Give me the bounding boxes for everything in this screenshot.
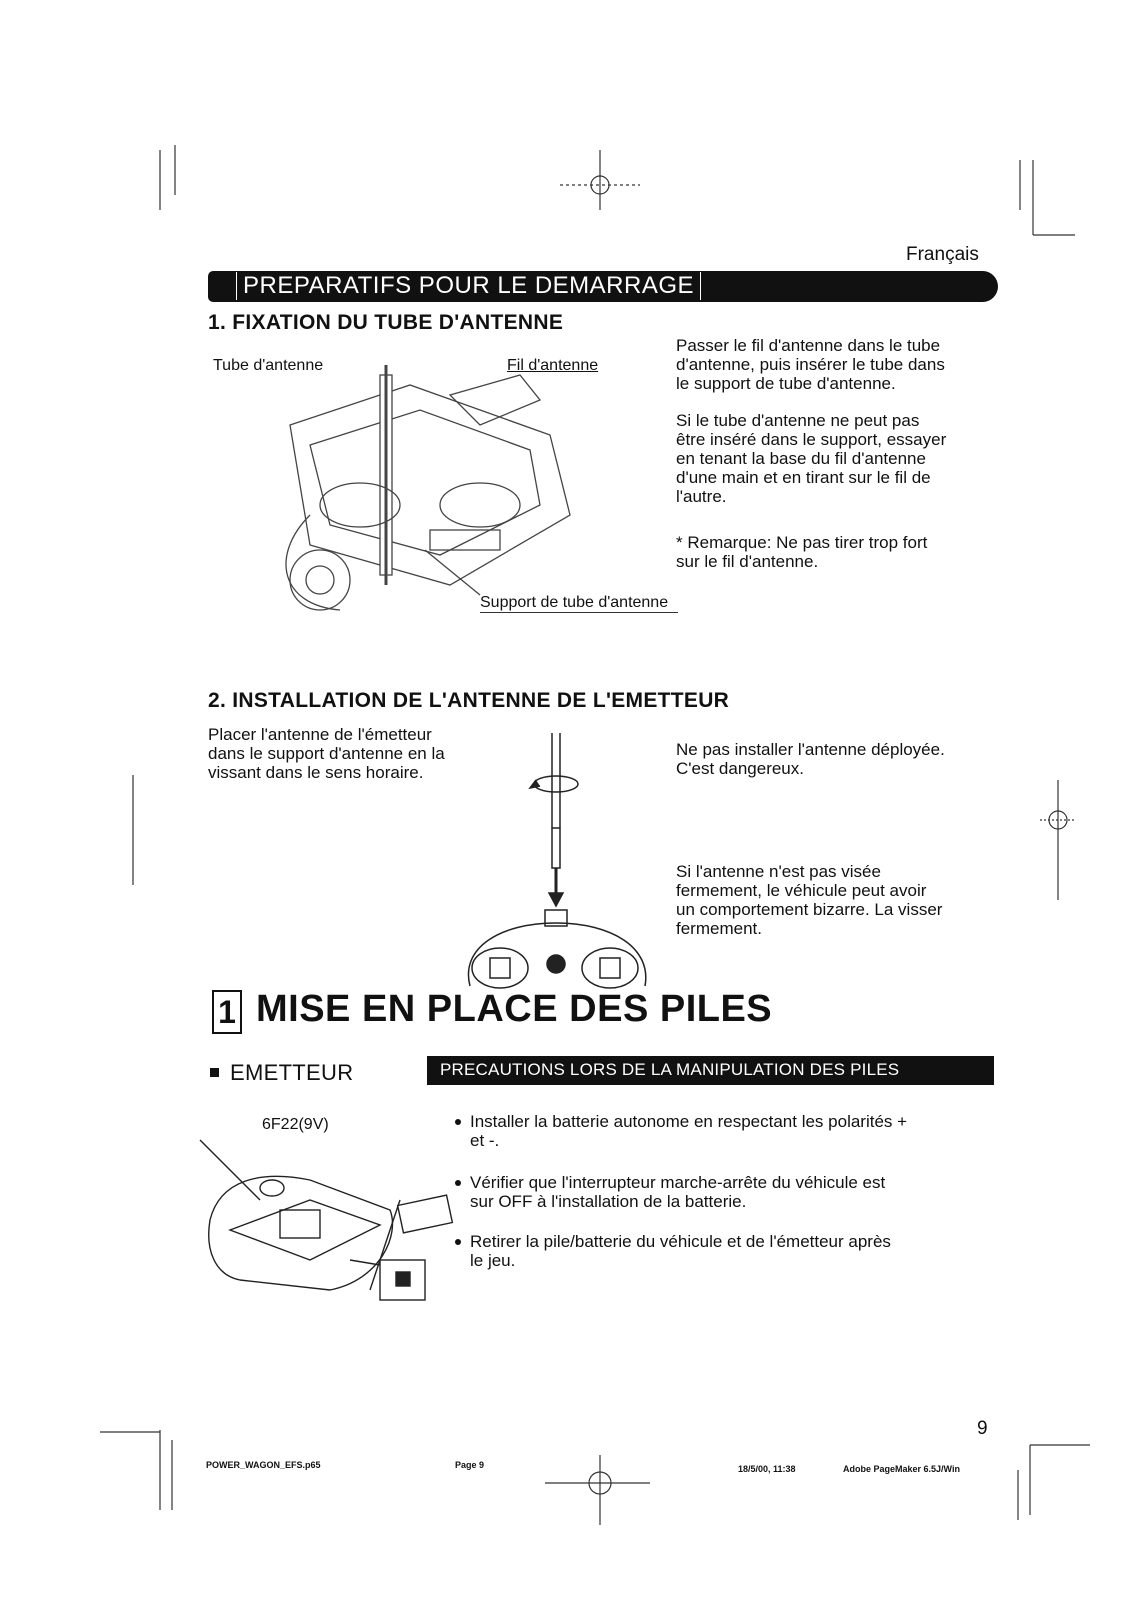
- precaution-bullet-2: [470, 1173, 990, 1211]
- precautions-title: PRECAUTIONS LORS DE LA MANIPULATION DES PILES: [440, 1060, 900, 1079]
- bullet2-line: Vérifier que l'interrupteur marche-arrête du véhicule est: [470, 1173, 886, 1192]
- bullet-dot-icon: [455, 1239, 461, 1245]
- left-text-line: dans le support d'antenne en la: [208, 744, 445, 763]
- bullet2-line: sur OFF à l'installation de la batterie.: [470, 1192, 747, 1211]
- right-text1-line: C'est dangereux.: [676, 759, 804, 778]
- battery-installation-illustration: [200, 1140, 470, 1310]
- section2-right-text1: [676, 740, 1006, 778]
- section2-right-text2: [676, 862, 1006, 938]
- section1-para1: [676, 336, 996, 393]
- para2-line: d'une main et en tirant sur le fil de: [676, 468, 931, 487]
- section1-para2: [676, 411, 996, 506]
- right-text2-line: un comportement bizarre. La visser: [676, 900, 943, 919]
- label-support-tube: Support de tube d'antenne: [480, 594, 678, 613]
- square-bullet-icon: [210, 1068, 219, 1077]
- footer-date: 18/5/00, 11:38: [738, 1464, 796, 1474]
- language-label: Français: [906, 244, 979, 265]
- bullet1-line: Installer la batterie autonome en respectant les polarités +: [470, 1112, 908, 1131]
- right-text2-line: fermement, le véhicule peut avoir: [676, 881, 927, 900]
- precaution-bullet-1: [470, 1112, 990, 1150]
- para2-line: Si le tube d'antenne ne peut pas: [676, 411, 920, 430]
- label-fil-antenne: Fil d'antenne: [507, 357, 599, 374]
- section-number-box: 1: [212, 990, 242, 1034]
- page-number: 9: [977, 1418, 988, 1439]
- note-line: sur le fil d'antenne.: [676, 552, 819, 571]
- para1-line: Passer le fil d'antenne dans le tube: [676, 336, 941, 355]
- right-text2-line: fermement.: [676, 919, 762, 938]
- footer-page: Page 9: [455, 1460, 485, 1470]
- bullet1-line: et -.: [470, 1131, 500, 1150]
- bullet-dot-icon: [455, 1119, 461, 1125]
- right-text2-line: Si l'antenne n'est pas visée: [676, 862, 881, 881]
- note-line: * Remarque: Ne pas tirer trop fort: [676, 533, 928, 552]
- bullet3-line: Retirer la pile/batterie du véhicule et de l'émetteur après: [470, 1232, 891, 1251]
- footer-app: Adobe PageMaker 6.5J/Win: [843, 1464, 960, 1474]
- para1-line: le support de tube d'antenne.: [676, 374, 896, 393]
- section3-title: MISE EN PLACE DES PILES: [256, 988, 773, 1030]
- section2-heading: 2. INSTALLATION DE L'ANTENNE DE L'EMETTEUR: [208, 689, 730, 712]
- bullet3-line: le jeu.: [470, 1251, 516, 1270]
- vehicle-antenna-illustration: [250, 355, 600, 615]
- battery-label: 6F22(9V): [262, 1116, 329, 1133]
- transmitter-antenna-illustration: [460, 728, 670, 988]
- banner-title: PREPARATIFS POUR LE DEMARRAGE: [236, 272, 701, 300]
- left-text-line: vissant dans le sens horaire.: [208, 763, 424, 782]
- para2-line: être inséré dans le support, essayer: [676, 430, 947, 449]
- label-tube-antenne: Tube d'antenne: [213, 357, 324, 374]
- bullet-dot-icon: [455, 1180, 461, 1186]
- right-text1-line: Ne pas installer l'antenne déployée.: [676, 740, 945, 759]
- left-text-line: Placer l'antenne de l'émetteur: [208, 725, 432, 744]
- precaution-bullet-3: [470, 1232, 990, 1270]
- section1-heading: 1. FIXATION DU TUBE D'ANTENNE: [208, 311, 564, 334]
- section1-note: [676, 533, 996, 571]
- para2-line: en tenant la base du fil d'antenne: [676, 449, 926, 468]
- para1-line: d'antenne, puis insérer le tube dans: [676, 355, 945, 374]
- footer-file: POWER_WAGON_EFS.p65: [206, 1460, 321, 1470]
- emetteur-heading: EMETTEUR: [230, 1060, 354, 1085]
- para2-line: l'autre.: [676, 487, 727, 506]
